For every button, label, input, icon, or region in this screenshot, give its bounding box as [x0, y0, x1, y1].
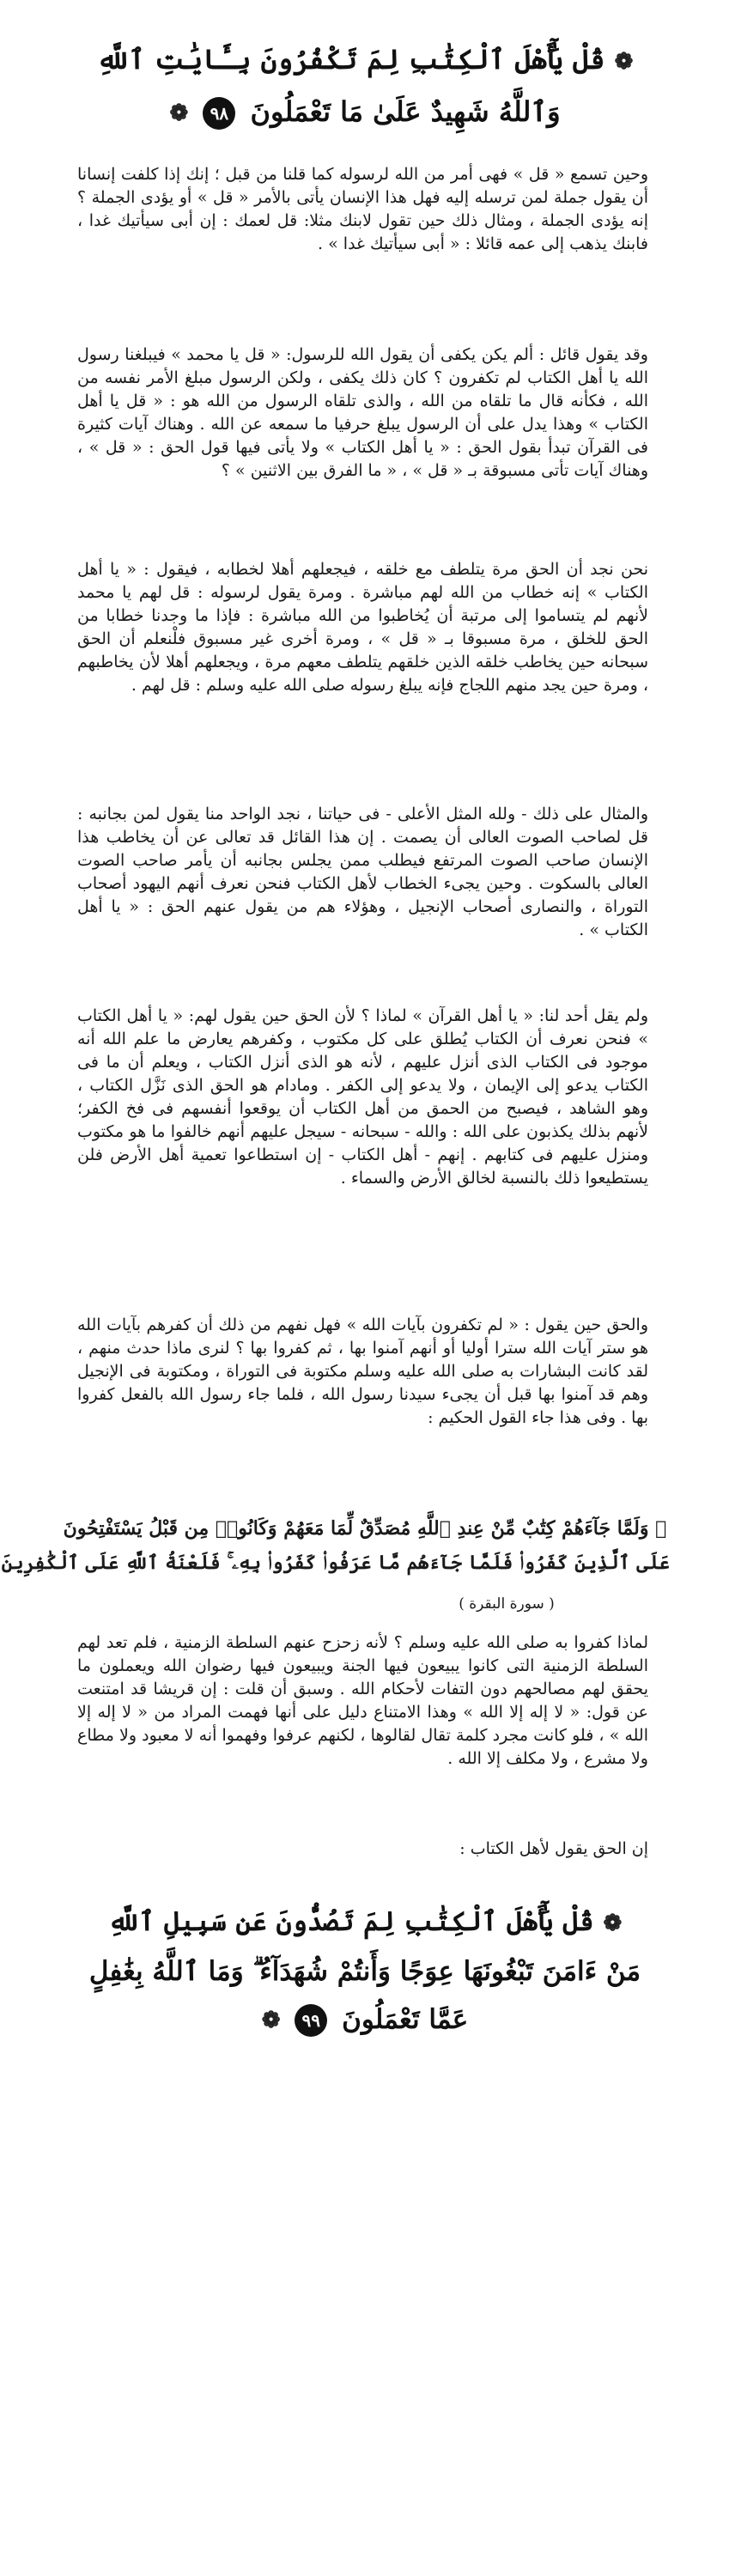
paragraph-text: وقد يقول قائل : ألم يكن يكفى أن يقول الله للرسول: « قل يا محمد » فيبلغنا رسول الله يا أهل الكتاب لم تكفرون ؟ كان ذلك يكفى ، ولكن الرسول مبلغ الأمر نفسه من الله ، فكأنه قال ما تلقاه من الله ، والذى تلقاه الرسول من الله هو : « قل يا أهل الكتاب » وهذا يدل على أن الرسول يبلغ حرفيا ما سمعه عن الله . وهناك آيات كثيرة فى القرآن تبدأ بقول الحق : « يا أهل الكتاب » ولا يأتى فيها قول الحق : « قل » ، وهناك آيات تأتى مسبوقة بـ « قل » ، « ما الفرق بين الاثنين » ؟ — [77, 345, 648, 480]
paragraph-2 — [77, 343, 648, 483]
paragraph-6 — [77, 1314, 648, 1430]
header-verse-text-1: قُلْ يَٰٓأَهْلَ ٱلْكِتَٰبِ لِمَ تَكْفُرُونَ بِـَٔايَٰتِ ٱللَّهِ — [96, 43, 605, 76]
paragraph-text: نحن نجد أن الحق مرة يتلطف مع خلقه ، فيجعلهم أهلا لخطابه ، فيقول : « يا أهل الكتاب » إنه خطاب من الله لهم مباشرة . ومرة يقول لرسوله : قل لهم يا محمد لأنهم لم يتساموا إلى مرتبة أن يُخاطبوا من الله مباشرة : فإذا ما وجدنا خطابا من الحق للخلق ، مرة مسبوقا بـ « قل » ، ومرة أخرى غير مسبوق فلْنعلم أن الحق سبحانه حين يخاطب خلقه الذين خلقهم يتلطف معهم مرة ، ويجعلهم أهلا لأن يخاطبهم ، ومرة حين يجد منهم اللجاج فإنه يبلغ رسوله صلى الله عليه وسلم : قل لهم . — [77, 560, 648, 695]
footer-verse-line-1 — [52, 1898, 678, 1947]
header-verse-line-2 — [52, 87, 678, 139]
ornate-bracket-icon: ﴿ — [655, 1517, 667, 1540]
quran-quote-text-2: عَلَى ٱلَّذِينَ كَفَرُوا۟ فَلَمَّا جَآءَهُم مَّا عَرَفُوا۟ كَفَرُوا۟ بِهِۦ ۚ فَلَعْنَةُ ٱللَّهِ عَلَى ٱلْكَٰفِرِينَ — [1, 1552, 670, 1574]
paragraph-7 — [77, 1631, 648, 1771]
footer-verse-line-3 — [52, 1996, 678, 2045]
paragraph-3 — [77, 558, 648, 697]
ornament-icon: ❁ — [169, 100, 189, 126]
quran-quote-line-1 — [60, 1511, 670, 1546]
ornament-icon: ❁ — [614, 48, 634, 75]
surah-reference-text: ( سورة البقرة ) — [459, 1595, 555, 1613]
footer-verse-line-2 — [52, 1947, 678, 1996]
header-verse — [52, 34, 678, 138]
paragraph-text: إن الحق يقول لأهل الكتاب : — [459, 1839, 648, 1858]
paragraph-5 — [77, 1005, 648, 1190]
quran-quote — [1, 1511, 670, 1580]
footer-verse-text-1: قُلْ يَٰٓأَهْلَ ٱلْكِتَٰبِ لِمَ تَصُدُّونَ عَن سَبِيلِ ٱللَّهِ — [107, 1906, 594, 1937]
footer-verse-text-3: عَمَّا تَعْمَلُونَ — [342, 2003, 469, 2035]
quran-quote-line-2 — [1, 1546, 670, 1580]
paragraph-1 — [77, 163, 648, 256]
paragraph-text: والمثال على ذلك - ولله المثل الأعلى - فى حياتنا ، نجد الواحد منا يقول لمن بجانبه : قل لصاحب الصوت العالى أن يصمت . إن هذا القائل قد تعالى عن أن يخاطب هذا الإنسان صاحب الصوت المرتفع فيطلب ممن يجلس بجانبه أن يأمر صاحب الصوت العالى بالسكوت . وحين يجىء الخطاب لأهل الكتاب فنحن نعرف أنهم اليهود أصحاب التوراة ، والنصارى أصحاب الإنجيل ، وهؤلاء هم من يقول عنهم الحق : « يا أهل الكتاب » . — [77, 805, 648, 939]
footer-verse — [52, 1898, 678, 2044]
paragraph-text: والحق حين يقول : « لم تكفرون بآيات الله » فهل نفهم من ذلك أن كفرهم بآيات الله هو ستر آيات الله سترا أوليا أو أنهم آمنوا بها ، ثم كفروا بها ؟ لنرى ماذا حدث منهم ، لقد كانت البشارات به صلى الله عليه وسلم مكتوبة فى التوراة ، ومكتوبة فى الإنجيل وهم قد آمنوا بها قبل أن يجىء سيدنا رسول الله ، فلما جاء رسول الله بالفعل كفروا بها . وفى هذا جاء القول الحكيم : — [77, 1315, 648, 1427]
paragraph-text: وحين تسمع « قل » فهى أمر من الله لرسوله كما قلنا من قبل ؛ إنك إذا كلفت إنسانا أن يقول جملة لمن ترسله إليه فهل هذا الإنسان يأتى بالأمر « قل » أو يؤدى الجملة ؟ إنه يؤدى الجملة ، ومثال ذلك حين تقول لابنك مثلا: قل لعمك : إن أبى سيأتيك غدا ، فابنك يذهب إلى عمه قائلا : « أبى سيأتيك غدا » . — [77, 165, 648, 253]
paragraph-4 — [77, 803, 648, 942]
paragraph-text: لماذا كفروا به صلى الله عليه وسلم ؟ لأنه زحزح عنهم السلطة الزمنية ، فلم تعد لهم السلطة الزمنية التى كانوا يبيعون فيها الجنة ويبيعون فيها رضوان الله ويعملون ما يحقق لهم مصالحهم دون التفات لأحكام الله . وسبق أن قلت : إن قريشا قد امتنعت عن قول: « لا إله إلا الله » وهذا الامتناع دليل على أنها فهمت المراد من « لا إله إلا الله » ، فلو كانت مجرد كلمة تقال لقالوها ، لكنهم عرفوا وفهموا أنه لا معبود ولا مطاع ولا مشرع ، ولا مكلف إلا الله . — [77, 1633, 648, 1768]
quran-quote-text-1: وَلَمَّا جَآءَهُمْ كِتَٰبٌ مِّنْ عِندِ ٱللَّهِ مُصَدِّقٌ لِّمَا مَعَهُمْ وَكَانُوا۟ مِن قَبْلُ يَسْتَفْتِحُونَ — [63, 1517, 649, 1540]
header-verse-text-2: وَٱللَّهُ شَهِيدٌ عَلَىٰ مَا تَعْمَلُونَ — [250, 94, 561, 128]
header-verse-line-1 — [52, 34, 678, 87]
ornament-icon: ❁ — [261, 2008, 281, 2033]
paragraph-text: ولم يقل أحد لنا: « يا أهل القرآن » لماذا ؟ لأن الحق حين يقول لهم: « يا أهل الكتاب » فنحن نعرف أن الكتاب يُطلق على كل مكتوب ، وكفرهم يعارض ما علم الله أنه موجود فى الكتاب الذى أنزل عليهم ، لأنه هو الذى أنزل الكتاب ، ويعلم أن ما فى الكتاب يدعو إلى الإيمان ، ولا يدعو إلى الكفر . ومادام هو الحق الذى نَزَّل الكتاب ، وهو الشاهد ، فيصبح من الحمق من أهل الكتاب أن يوقعوا أنفسهم فى فخ الكفر؛ لأنهم بذلك يكذبون على الله : والله - سبحانه - سيجل عليهم أنهم خالفوا ما هو مكتوب ومنزل عليهم فى كتابهم . إنهم - أهل الكتاب - إن استطاعوا تعمية أهل الأرض فلن يستطيعوا ذلك بالنسبة لخالق الأرض والسماء . — [77, 1006, 648, 1188]
verse-number-badge: ٩٩ — [295, 2004, 327, 2037]
paragraph-8 — [77, 1838, 648, 1861]
ornament-icon: ❁ — [603, 1910, 623, 1936]
surah-reference — [421, 1595, 592, 1613]
footer-verse-text-2: مَنْ ءَامَنَ تَبْغُونَهَا عِوَجًا وَأَنتُمْ شُهَدَآءُ ۗ وَمَا ٱللَّهُ بِغَٰفِلٍ — [88, 1955, 641, 1987]
verse-number-badge: ٩٨ — [203, 97, 235, 130]
